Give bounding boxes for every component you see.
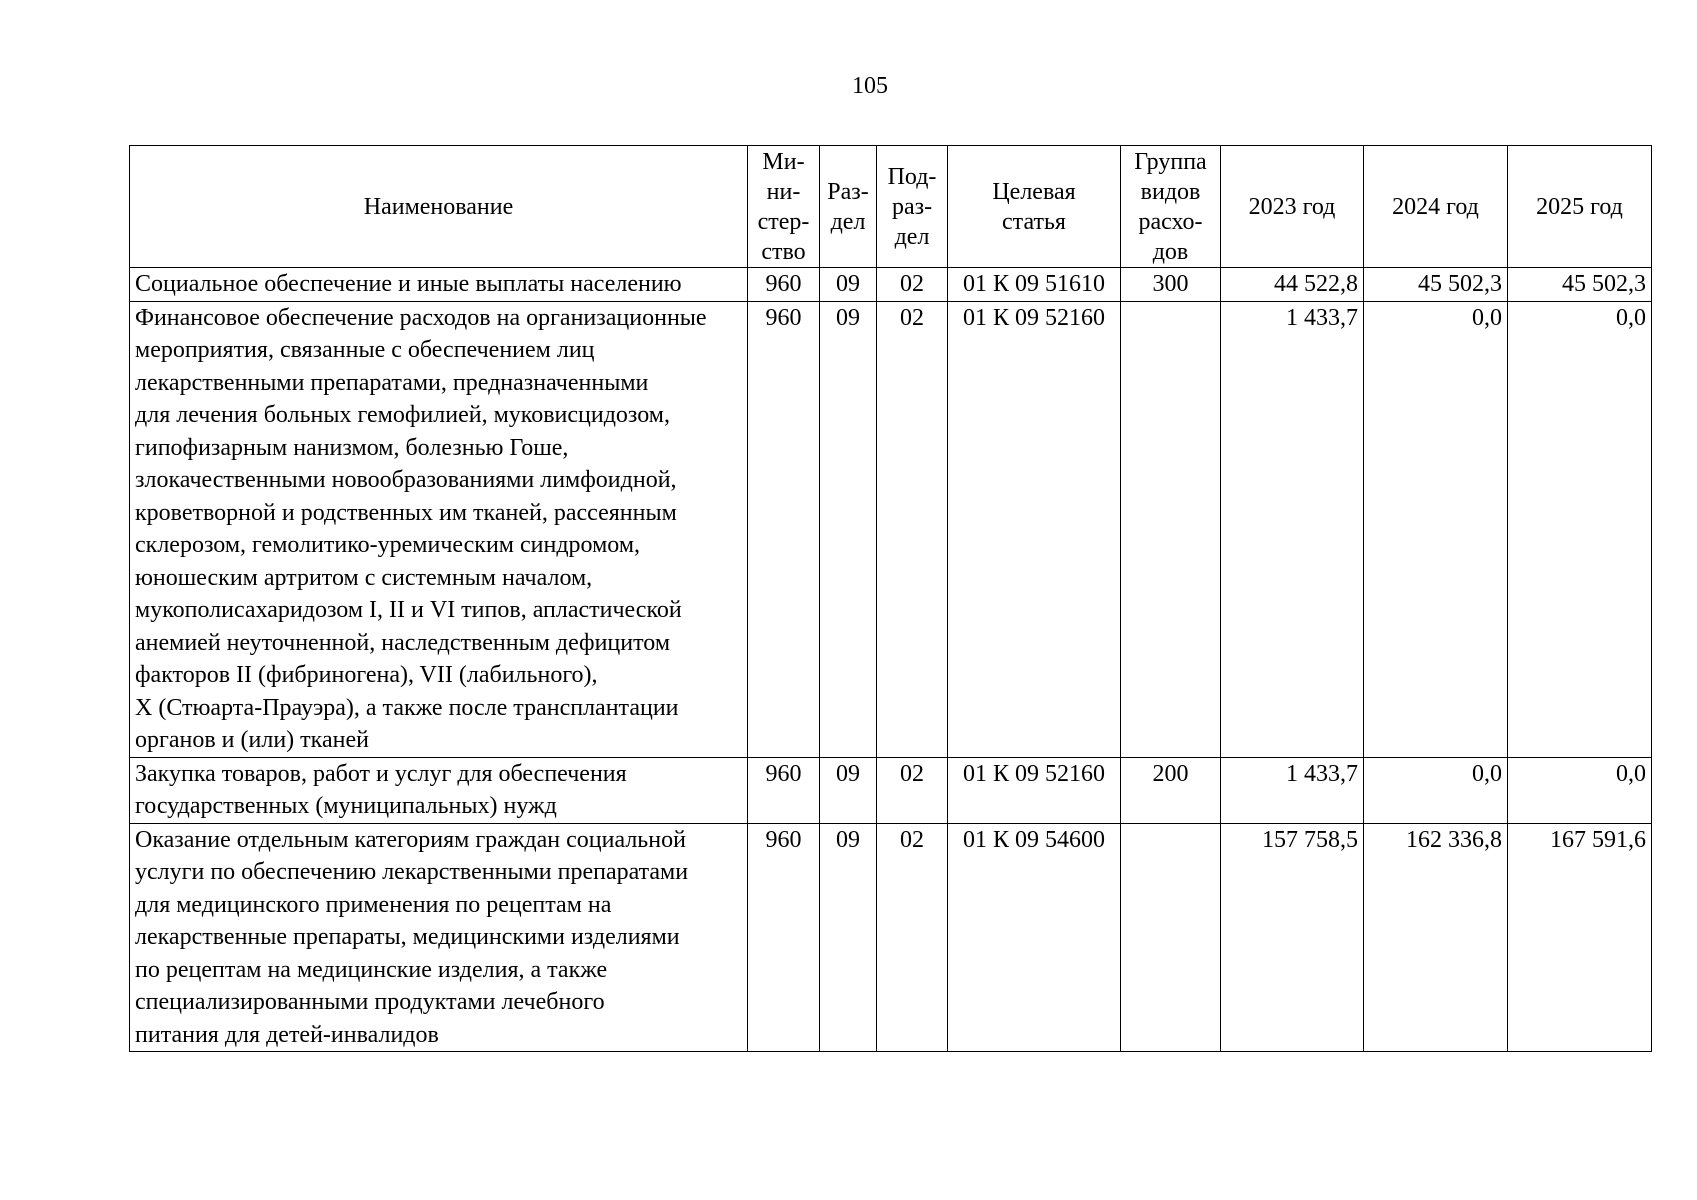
row-ministry: 960	[748, 268, 820, 302]
row-target-article: 01 К 09 52160	[948, 301, 1121, 757]
row-expense-group: 300	[1121, 268, 1221, 302]
row-value-2024: 0,0	[1364, 301, 1508, 757]
row-value-2024: 162 336,8	[1364, 823, 1508, 1052]
row-value-2024: 45 502,3	[1364, 268, 1508, 302]
text-line: Финансовое обеспечение расходов на организационные	[135, 304, 707, 331]
row-expense-group: 200	[1121, 757, 1221, 823]
text-line: анемией неуточненной, наследственным дефицитом	[135, 629, 671, 656]
row-section: 09	[820, 301, 877, 757]
row-subsection: 02	[877, 268, 948, 302]
row-value-2023: 157 758,5	[1221, 823, 1364, 1052]
row-value-2025: 0,0	[1508, 301, 1652, 757]
row-target-article: 01 К 09 54600	[948, 823, 1121, 1052]
row-value-2023: 1 433,7	[1221, 757, 1364, 823]
row-expense-group	[1121, 823, 1221, 1052]
text-line: статья	[1002, 208, 1066, 235]
text-line: дел	[830, 208, 866, 235]
row-section: 09	[820, 757, 877, 823]
text-line: X (Стюарта-Прауэра), а также после трансплантации	[135, 694, 679, 721]
text-line: Под-	[887, 163, 937, 190]
row-expense-group	[1121, 301, 1221, 757]
text-line: злокачественными новообразованиями лимфоидной,	[135, 467, 677, 493]
budget-table	[129, 145, 1652, 1052]
table-row	[130, 268, 1652, 302]
text-line: для медицинского применения по рецептам на	[135, 891, 612, 918]
row-ministry: 960	[748, 757, 820, 823]
text-line: Оказание отдельным категориям граждан социальной	[135, 826, 686, 853]
row-section: 09	[820, 268, 877, 302]
row-section: 09	[820, 823, 877, 1052]
text-line: дов	[1152, 238, 1189, 265]
text-line: Целевая	[992, 178, 1076, 205]
text-line: дел	[894, 223, 930, 250]
text-line: склерозом, гемолитико-уремическим синдромом,	[135, 532, 641, 558]
text-line: государственных (муниципальных) нужд	[135, 793, 557, 819]
text-line: услуги по обеспечению лекарственными препаратами	[135, 859, 689, 885]
text-line: юношеским артритом с системным началом,	[135, 564, 593, 591]
row-target-article: 01 К 09 52160	[948, 757, 1121, 823]
text-line: ство	[761, 238, 806, 265]
text-line: раз-	[891, 193, 933, 220]
row-name	[130, 301, 748, 757]
text-line: специализированными продуктами лечебного	[135, 989, 605, 1015]
row-name	[130, 268, 748, 302]
header-row	[130, 146, 1652, 268]
header-subsection	[877, 146, 948, 268]
header-year-2024	[1364, 146, 1508, 268]
header-name	[130, 146, 748, 268]
text-line: для лечения больных гемофилией, муковисцидозом,	[135, 402, 670, 428]
header-target-article	[948, 146, 1121, 268]
text-line: ни-	[766, 178, 801, 205]
header-section	[820, 146, 877, 268]
text-line: Группа	[1134, 148, 1207, 175]
row-ministry: 960	[748, 823, 820, 1052]
row-value-2025: 0,0	[1508, 757, 1652, 823]
text-line: видов	[1140, 178, 1201, 205]
row-value-2023: 1 433,7	[1221, 301, 1364, 757]
text-line: по рецептам на медицинские изделия, а также	[135, 956, 608, 983]
text-line: лекарственные препараты, медицинскими изделиями	[135, 924, 680, 950]
text-line: Социальное обеспечение и иные выплаты населению	[135, 271, 682, 297]
text-line: 2023 год	[1248, 193, 1336, 220]
text-line: лекарственными препаратами, предназначенными	[135, 369, 649, 396]
row-ministry: 960	[748, 301, 820, 757]
row-value-2023: 44 522,8	[1221, 268, 1364, 302]
text-line: стер-	[757, 208, 810, 235]
header-expense-group	[1121, 146, 1221, 268]
text-line: органов и (или) тканей	[135, 727, 369, 753]
text-line: мероприятия, связанные с обеспечением лиц	[135, 337, 595, 363]
header-year-2023	[1221, 146, 1364, 268]
row-value-2025: 167 591,6	[1508, 823, 1652, 1052]
row-subsection: 02	[877, 823, 948, 1052]
row-target-article: 01 К 09 51610	[948, 268, 1121, 302]
text-line: питания для детей-инвалидов	[135, 1021, 439, 1048]
row-subsection: 02	[877, 757, 948, 823]
table-row	[130, 757, 1652, 823]
row-name	[130, 823, 748, 1052]
text-line: мукополисахаридозом I, II и VI типов, апластической	[135, 597, 682, 623]
text-line: Наименование	[363, 193, 514, 220]
header-ministry	[748, 146, 820, 268]
row-subsection: 02	[877, 301, 948, 757]
header-year-2025	[1508, 146, 1652, 268]
row-value-2025: 45 502,3	[1508, 268, 1652, 302]
row-name	[130, 757, 748, 823]
table-row	[130, 823, 1652, 1052]
text-line: Раз-	[827, 178, 869, 205]
page-number: 105	[852, 73, 888, 99]
text-line: Ми-	[762, 148, 805, 175]
table-row	[130, 301, 1652, 757]
text-line: кроветворной и родственных им тканей, рассеянным	[135, 499, 677, 526]
text-line: гипофизарным нанизмом, болезнью Гоше,	[135, 434, 569, 461]
text-line: факторов II (фибриногена), VII (лабильного),	[135, 662, 598, 688]
row-value-2024: 0,0	[1364, 757, 1508, 823]
text-line: Закупка товаров, работ и услуг для обеспечения	[135, 760, 627, 787]
text-line: расхо-	[1138, 208, 1203, 235]
text-line: 2024 год	[1392, 193, 1479, 220]
text-line: 2025 год	[1536, 193, 1623, 220]
